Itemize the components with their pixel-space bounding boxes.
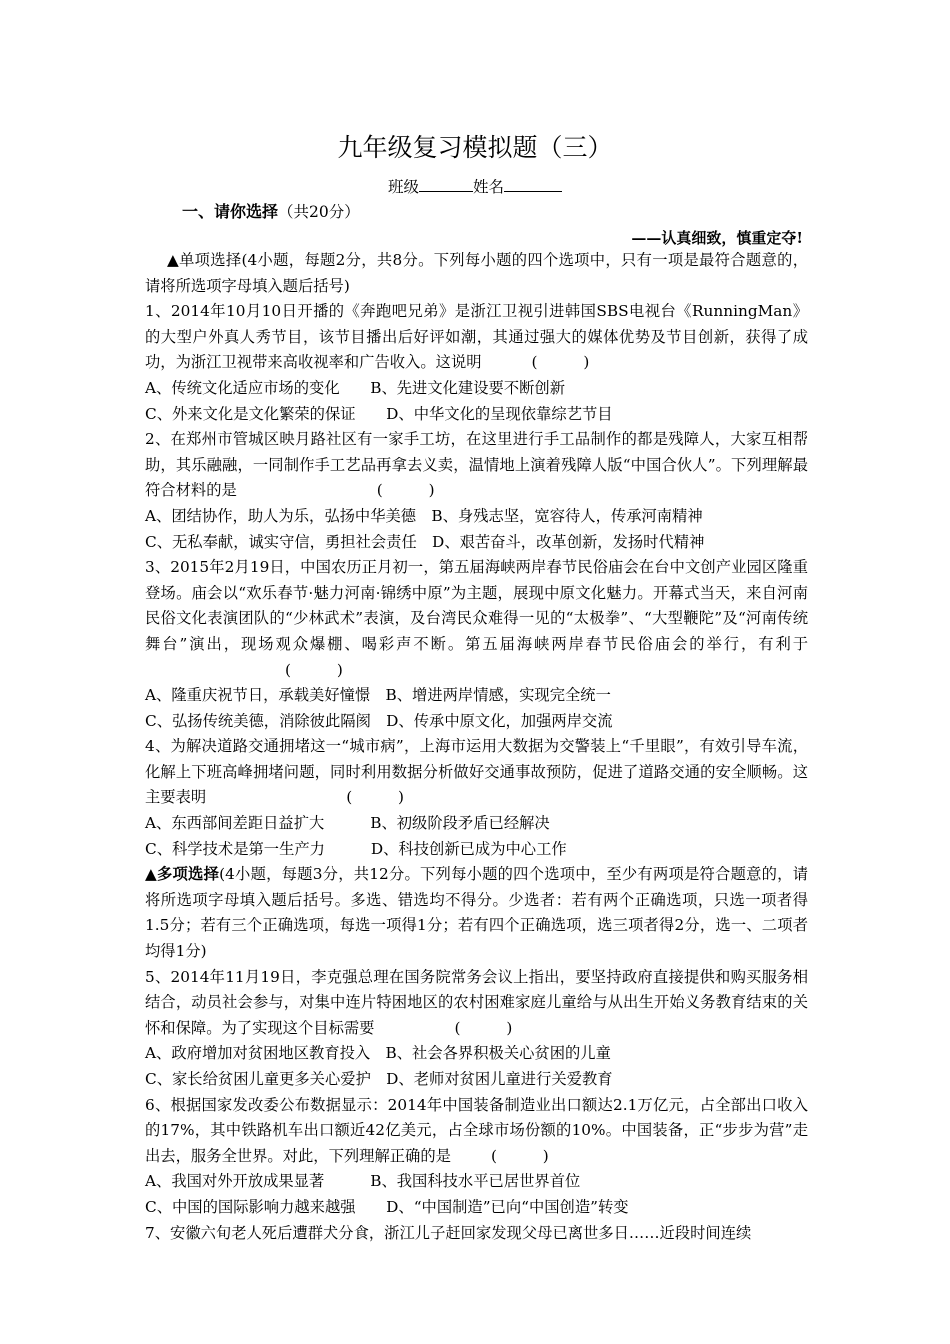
question-body: [145, 248, 808, 1246]
question-6-stem: 6、根据国家发改委公布数据显示：2014年中国装备制造业出口额达2.1万亿元，占全部出口收入的17%，其中铁路机车出口额近42亿美元，占全球市场份额的10%。中国装备，正“步步为营”走出去，服务全世界。对此，下列理解正确的是 ( ): [145, 1093, 808, 1170]
question-4-options-cd: C、科学技术是第一生产力 D、科技创新已成为中心工作: [145, 839, 567, 858]
triangle-marker-icon: ▲: [167, 251, 180, 269]
class-name-line: [0, 176, 950, 198]
section-heading: [182, 201, 360, 223]
section-points: （共20分）: [278, 203, 360, 221]
name-blank[interactable]: [504, 177, 562, 192]
question-7-stem: 7、安徽六旬老人死后遭群犬分食，浙江儿子赶回家发现父母已离世多日……近段时间连续: [145, 1223, 752, 1242]
answer-paren[interactable]: ( ): [346, 788, 405, 807]
question-1-stem: 1、2014年10月10日开播的《奔跑吧兄弟》是浙江卫视引进韩国SBS电视台《RunningMan》的大型户外真人秀节目，该节目播出后好评如潮，其通过强大的媒体优势及节目创新，获得了成功，为浙江卫视带来高收视率和广告收入。这说明 ( ): [145, 299, 808, 376]
question-4-options-ab: A、东西部间差距日益扩大 B、初级阶段矛盾已经解决: [145, 814, 550, 833]
single-choice-instruction: ▲单项选择(4小题，每题2分，共8分。下列每小题的四个选项中，只有一项是最符合题意的，请将所选项字母填入题后括号): [145, 251, 808, 295]
question-5-stem: 5、2014年11月19日，李克强总理在国务院常务会议上指出，要坚持政府直接提供和购买服务相结合，动员社会参与，对集中连片特困地区的农村困难家庭儿童给与从出生开始义务教育结束的关怀和保障。为了实现这个目标需要 ( ): [145, 965, 808, 1042]
motto: ——认真细致，慎重定夺!: [631, 229, 803, 247]
question-4-stem: 4、为解决道路交通拥堵这一“城市病”，上海市运用大数据为交警装上“千里眼”，有效引导车流，化解上下班高峰拥堵问题，同时利用数据分析做好交通事故预防，促进了道路交通的安全顺畅。这主要表明 ( ): [145, 734, 808, 811]
question-1-options-cd: C、外来文化是文化繁荣的保证 D、中华文化的呈现依靠综艺节目: [145, 404, 613, 423]
page-title: 九年级复习模拟题（三）: [337, 133, 613, 162]
section-label: 一、请你选择: [182, 202, 279, 221]
class-blank[interactable]: [419, 177, 473, 192]
name-label: 姓名: [473, 178, 505, 196]
question-6-options-cd: C、中国的国际影响力越来越强 D、“中国制造”已向“中国创造”转变: [145, 1197, 629, 1216]
question-2-options-ab: A、团结协作，助人为乐，弘扬中华美德 B、身残志坚，宽容待人，传承河南精神: [145, 506, 703, 525]
question-3-options-ab: A、隆重庆祝节日，承载美好憧憬 B、增进两岸情感，实现完全统一: [145, 686, 611, 705]
question-3-options-cd: C、弘扬传统美德，消除彼此隔阂 D、传承中原文化，加强两岸交流: [145, 711, 613, 730]
class-label: 班级: [387, 178, 419, 196]
multi-choice-instruction: ▲多项选择(4小题，每题3分，共12分。下列每小题的四个选项中，至少有两项是符合题意的，请将所选项字母填入题后括号。多选、错选均不得分。少选者：若有两个正确选项，只选一项者得1.5分；若有三个正确选项，每选一项得1分；若有四个正确选项，选三项者得2分，选一、二项者均得1分): [145, 865, 809, 961]
answer-paren[interactable]: ( ): [285, 660, 343, 679]
question-2-options-cd: C、无私奉献，诚实守信，勇担社会责任 D、艰苦奋斗，改革创新，发扬时代精神: [145, 532, 705, 551]
question-5-options-ab: A、政府增加对贫困地区教育投入 B、社会各界积极关心贫困的儿童: [145, 1044, 611, 1063]
multi-choice-label: ▲多项选择: [145, 865, 220, 884]
answer-paren[interactable]: ( ): [490, 1146, 549, 1165]
answer-paren[interactable]: ( ): [531, 353, 590, 372]
answer-paren[interactable]: ( ): [454, 1018, 513, 1037]
question-3-stem: 3、2015年2月19日，中国农历正月初一，第五届海峡两岸春节民俗庙会在台中文创产业园区隆重登场。庙会以“欢乐春节·魅力河南·锦绣中原”为主题，展现中原文化魅力。开幕式当天，来自河南民俗文化表演团队的“少林武术”表演，及台湾民众难得一见的“太极拳”、“大型鞭陀”及“河南传统舞台”演出，现场观众爆棚、喝彩声不断。第五届海峡两岸春节民俗庙会的举行，有利于( ): [145, 555, 808, 683]
question-2-stem: 2、在郑州市管城区映月路社区有一家手工坊，在这里进行手工品制作的都是残障人，大家互相帮助，其乐融融，一同制作手工艺品再拿去义卖，温情地上演着残障人版“中国合伙人”。下列理解最符合材料的是 ( ): [145, 427, 808, 504]
answer-paren[interactable]: ( ): [376, 481, 435, 500]
question-1-options-ab: A、传统文化适应市场的变化 B、先进文化建设要不断创新: [145, 378, 566, 397]
question-6-options-ab: A、我国对外开放成果显著 B、我国科技水平已居世界首位: [145, 1172, 581, 1191]
question-5-options-cd: C、家长给贫困儿童更多关心爱护 D、老师对贫困儿童进行关爱教育: [145, 1070, 613, 1088]
